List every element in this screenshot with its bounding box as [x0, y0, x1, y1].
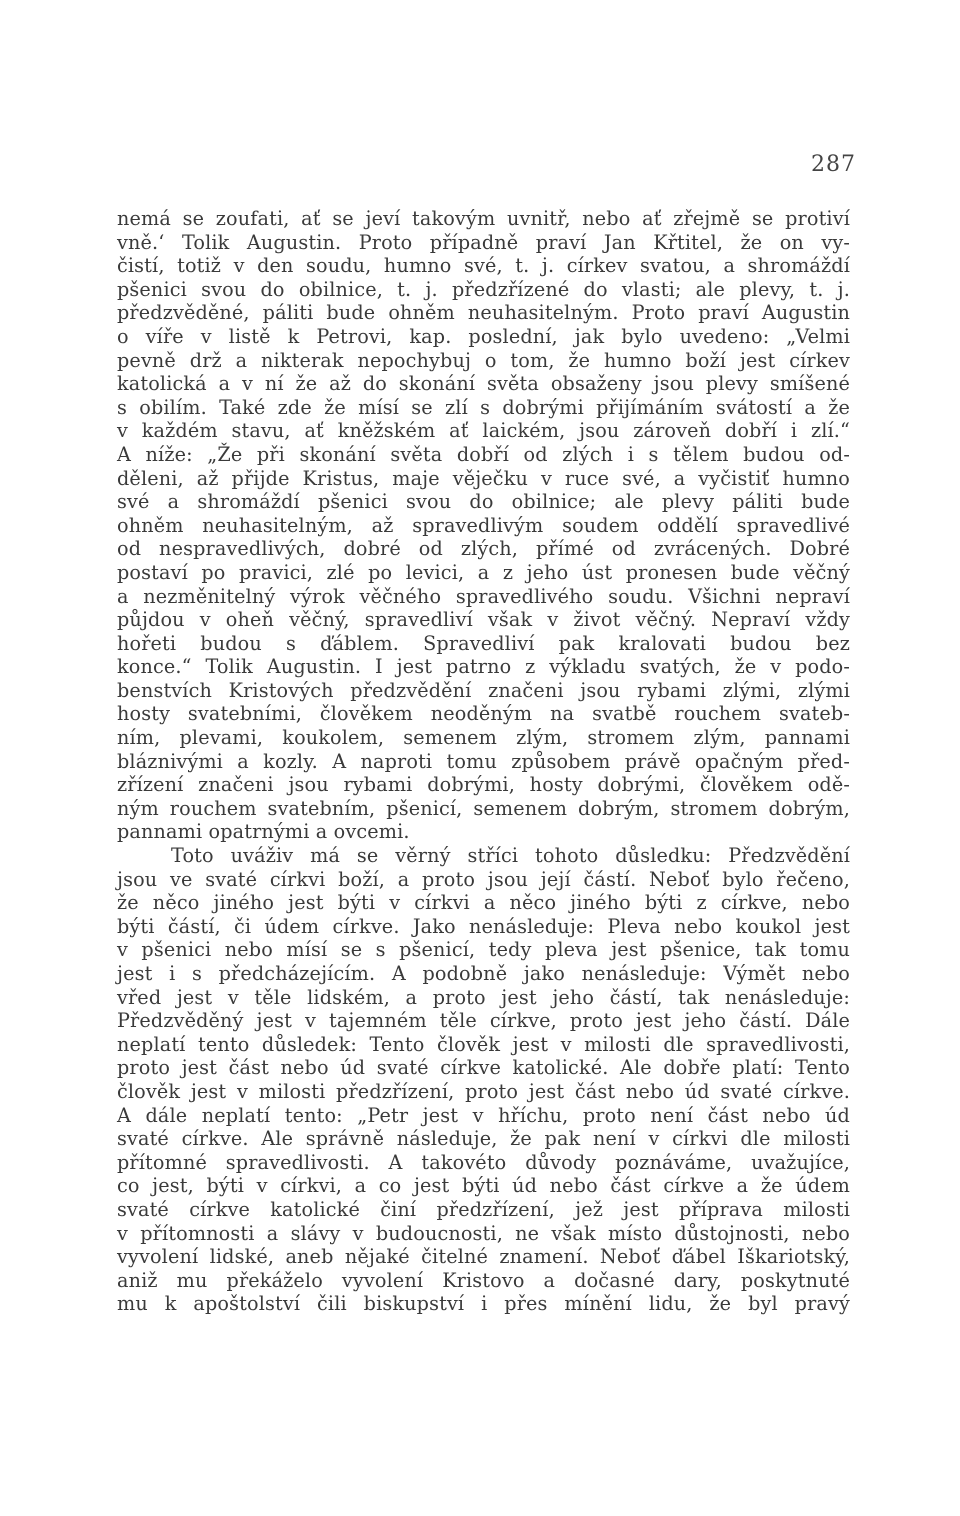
text-line-12: děleni, až přijde Kristus, maje věječku v ruce své, a vyčistiť humno: [117, 466, 850, 490]
text-line-17: a nezměnitelný výrok věčného spravedlivého soudu. Všichni nepraví: [117, 584, 850, 608]
text-line-44: v přítomnosti a slávy v budoucnosti, ne však místo důstojnosti, nebo: [117, 1221, 850, 1245]
text-line-14: ohněm neuhasitelným, až spravedlivým soudem oddělí spravedlivé: [117, 513, 850, 537]
body-text: [117, 207, 850, 1316]
text-line-46: aniž mu překáželo vyvolení Kristovo a dočasné dary, poskytnuté: [117, 1268, 850, 1292]
text-line-1: nemá se zoufati, ať se jeví takovým uvnitř, nebo ať zřejmě se protiví: [117, 207, 850, 230]
text-line-20: konce.“ Tolik Augustin. I jest patrno z výkladu svatých, že v podo-: [117, 655, 850, 679]
text-line-6: o víře v listě k Petrovi, kap. poslední, jak bylo uvedeno: „Velmi: [117, 324, 850, 348]
text-line-7: pevně drž a nikterak nepochybuj o tom, že humno boží jest církev: [117, 348, 850, 372]
text-line-41: přítomné spravedlivosti. A takovéto důvody poznáváme, uvažujíce,: [117, 1150, 850, 1174]
text-line-31: býti částí, či údem církve. Jako nenásleduje: Pleva nebo koukol jest: [117, 914, 850, 938]
page-number: 287: [811, 152, 856, 177]
text-line-36: neplatí tento důsledek: Tento člověk jest v milosti dle spravedlivosti,: [117, 1032, 850, 1056]
text-line-30: že něco jiného jest býti v církvi a něco jiného býti z církve, nebo: [117, 891, 850, 915]
text-line-16: postaví po pravici, zlé po levici, a z jeho úst pronesen bude věčný: [117, 560, 850, 584]
text-line-33: jest i s předcházejícím. A podobně jako nenásleduje: Výmět nebo: [117, 962, 850, 985]
text-line-15: od nespravedlivých, dobré od zlých, přímé od zvrácených. Dobré: [117, 537, 850, 561]
text-line-18: půjdou v oheň věčný, spravedliví však v život věčný. Nepraví vždy: [117, 608, 850, 632]
text-line-45: vyvolení lidské, aneb nějaké čitelné znamení. Neboť ďábel Iškariotský,: [117, 1245, 850, 1269]
text-line-2: vně.‘ Tolik Augustin. Proto případně praví Jan Křtitel, že on vy-: [117, 230, 850, 254]
text-line-40: svaté církve. Ale správně následuje, že pak není v církvi dle milosti: [117, 1127, 850, 1151]
text-line-25: zřízení značeni jsou rybami dobrými, hosty dobrými, člověkem odě-: [117, 773, 850, 797]
text-line-13: své a shromáždí pšenici svou do obilnice; ale plevy páliti bude: [117, 490, 850, 514]
text-line-32: v pšenici nebo mísí se s pšenicí, tedy pleva jest pšenice, tak tomu: [117, 938, 850, 962]
text-line-28: Toto uváživ má se věrný stříci tohoto důsledku: Předzvědění: [171, 844, 850, 868]
text-line-24: bláznivými a kozly. A naproti tomu způsobem právě opačným před-: [117, 749, 850, 773]
text-line-35: Předzvěděný jest v tajemném těle církve, proto jest jeho částí. Dále: [117, 1009, 850, 1033]
text-line-23: ním, plevami, koukolem, semenem zlým, stromem zlým, pannami: [117, 726, 850, 750]
text-line-3: čistí, totiž v den soudu, humno své, t. j. církev svatou, a shromáždí: [117, 254, 850, 278]
text-line-5: předzvěděné, páliti bude ohněm neuhasitelným. Proto praví Augustin: [117, 301, 850, 325]
text-line-11: A níže: „Že při skonání světa dobří od zlých i s tělem budou od-: [117, 442, 850, 466]
text-line-27: pannami opatrnými a ovcemi.: [117, 820, 410, 844]
text-line-29: jsou ve svaté církvi boží, a proto jsou její částí. Neboť bylo řečeno,: [117, 867, 850, 891]
text-line-43: svaté církve katolické činí předzřízení, jež jest příprava milosti: [117, 1197, 850, 1221]
text-line-19: hořeti budou s ďáblem. Spravedliví pak kralovati budou bez: [117, 631, 850, 655]
text-line-10: v každém stavu, ať kněžském ať laickém, jsou zároveň dobří i zlí.“: [117, 419, 850, 443]
text-line-8: katolická a v ní že až do skonání světa obsaženy jsou plevy smíšené: [117, 372, 850, 396]
text-line-42: co jest, býti v církvi, a co jest býti úd nebo část církve a že údem: [117, 1174, 850, 1198]
text-line-26: ným rouchem svatebním, pšenicí, semenem dobrým, stromem dobrým,: [117, 796, 850, 820]
text-line-34: vřed jest v těle lidském, a proto jest jeho částí, tak nenásleduje:: [117, 985, 850, 1009]
text-line-21: benstvích Kristových předzvědění značeni jsou rybami zlými, zlými: [117, 678, 850, 702]
text-line-4: pšenici svou do obilnice, t. j. předzřízené do vlasti; ale plevy, t. j.: [117, 277, 850, 301]
text-line-47: mu k apoštolství čili biskupství i přes mínění lidu, že byl pravý: [117, 1292, 850, 1316]
text-line-39: A dále neplatí tento: „Petr jest v hříchu, proto není část nebo úd: [117, 1103, 850, 1127]
text-line-38: člověk jest v milosti předzřízení, proto jest část nebo úd svaté církve.: [117, 1079, 850, 1103]
text-line-37: proto jest část nebo úd svaté církve katolické. Ale dobře platí: Tento: [117, 1056, 850, 1080]
text-line-9: s obilím. Také zde že mísí se zlí s dobrými přijímáním svátostí a že: [117, 395, 850, 419]
text-line-22: hosty svatebními, člověkem neoděným na svatbě rouchem svateb-: [117, 702, 850, 726]
